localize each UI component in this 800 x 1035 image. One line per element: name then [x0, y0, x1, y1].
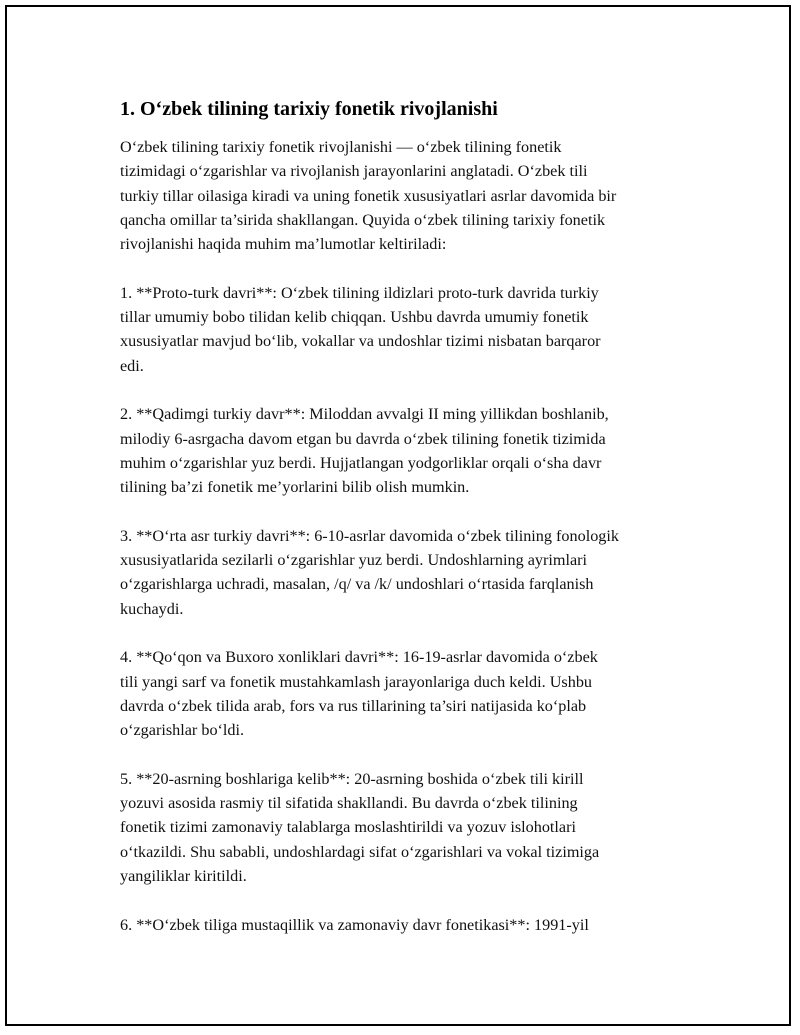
document-heading: 1. O‘zbek tilining tarixiy fonetik rivojlanishi: [120, 98, 498, 120]
text-line: o‘tkazildi. Shu sababli, undoshlardagi sifat o‘zgarishlari va vokal tizimiga: [120, 842, 600, 861]
text-line: tili yangi sarf va fonetik mustahkamlash jarayonlariga duch keldi. Ushbu: [120, 672, 593, 691]
paragraph-item-1: [120, 281, 690, 378]
text-line: milodiy 6-asrgacha davom etgan bu davrda o‘zbek tilining fonetik tizimida: [120, 429, 606, 448]
text-line: o‘zgarishlarga uchradi, masalan, /q/ va /k/ undoshlari o‘rtasida farqlanish: [120, 575, 594, 594]
text-line: 5. **20-asrning boshlariga kelib**: 20-asrning boshida o‘zbek tili kirill: [120, 769, 584, 788]
text-line: fonetik tizimi zamonaviy talablarga moslashtirildi va yozuv islohotlari: [120, 818, 576, 837]
text-line: tilining ba’zi fonetik me’yorlarini bilib olish mumkin.: [120, 478, 470, 497]
text-line: 2. **Qadimgi turkiy davr**: Miloddan avvalgi II ming yillikdan boshlanib,: [120, 405, 609, 424]
text-line: muhim o‘zgarishlar yuz berdi. Hujjatlangan yodgorliklar orqali o‘sha davr: [120, 453, 602, 472]
text-line: xususiyatlarida sezilarli o‘zgarishlar yuz berdi. Undoshlarning ayrimlari: [120, 551, 588, 570]
paragraph-item-3: [120, 524, 690, 621]
text-line: tizimidagi o‘zgarishlar va rivojlanish jarayonlarini anglatadi. O‘zbek tili: [120, 162, 588, 181]
text-line: tillar umumiy bobo tilidan kelib chiqqan. Ushbu davrda umumiy fonetik: [120, 308, 589, 327]
text-line: davrda o‘zbek tilida arab, fors va rus tillarining ta’siri natijasida ko‘plab: [120, 696, 587, 715]
document-content: [120, 95, 690, 961]
text-line: o‘zgarishlar bo‘ldi.: [120, 721, 245, 740]
text-line: xususiyatlar mavjud bo‘lib, vokallar va undoshlar tizimi nisbatan barqaror: [120, 332, 601, 351]
text-line: O‘zbek tilining tarixiy fonetik rivojlanishi — o‘zbek tilining fonetik: [120, 138, 562, 156]
text-line: turkiy tillar oilasiga kiradi va uning fonetik xususiyatlari asrlar davomida bir: [120, 186, 617, 205]
page-frame: [5, 5, 791, 1026]
paragraph-item-5: [120, 767, 690, 888]
paragraph-item-6: [120, 913, 690, 937]
text-line: qancha omillar ta’sirida shakllangan. Quyida o‘zbek tilining tarixiy fonetik: [120, 210, 606, 229]
text-line: edi.: [120, 356, 144, 375]
paragraph-intro: [120, 135, 690, 256]
text-line: yangiliklar kiritildi.: [120, 866, 247, 885]
paragraph-item-4: [120, 645, 690, 742]
text-line: 3. **O‘rta asr turkiy davri**: 6-10-asrlar davomida o‘zbek tilining fonologik: [120, 526, 619, 545]
paragraph-item-2: [120, 402, 690, 499]
text-line: rivojlanishi haqida muhim ma’lumotlar keltiriladi:: [120, 235, 447, 254]
text-line: 6. **O‘zbek tiliga mustaqillik va zamonaviy davr fonetikasi**: 1991-yil: [120, 915, 589, 934]
text-line: yozuvi asosida rasmiy til sifatida shakllandi. Bu davrda o‘zbek tilining: [120, 794, 578, 813]
text-line: 4. **Qo‘qon va Buxoro xonliklari davri**: 16-19-asrlar davomida o‘zbek: [120, 648, 598, 667]
text-line: 1. **Proto-turk davri**: O‘zbek tilining ildizlari proto-turk davrida turkiy: [120, 283, 599, 302]
text-line: kuchaydi.: [120, 599, 184, 618]
